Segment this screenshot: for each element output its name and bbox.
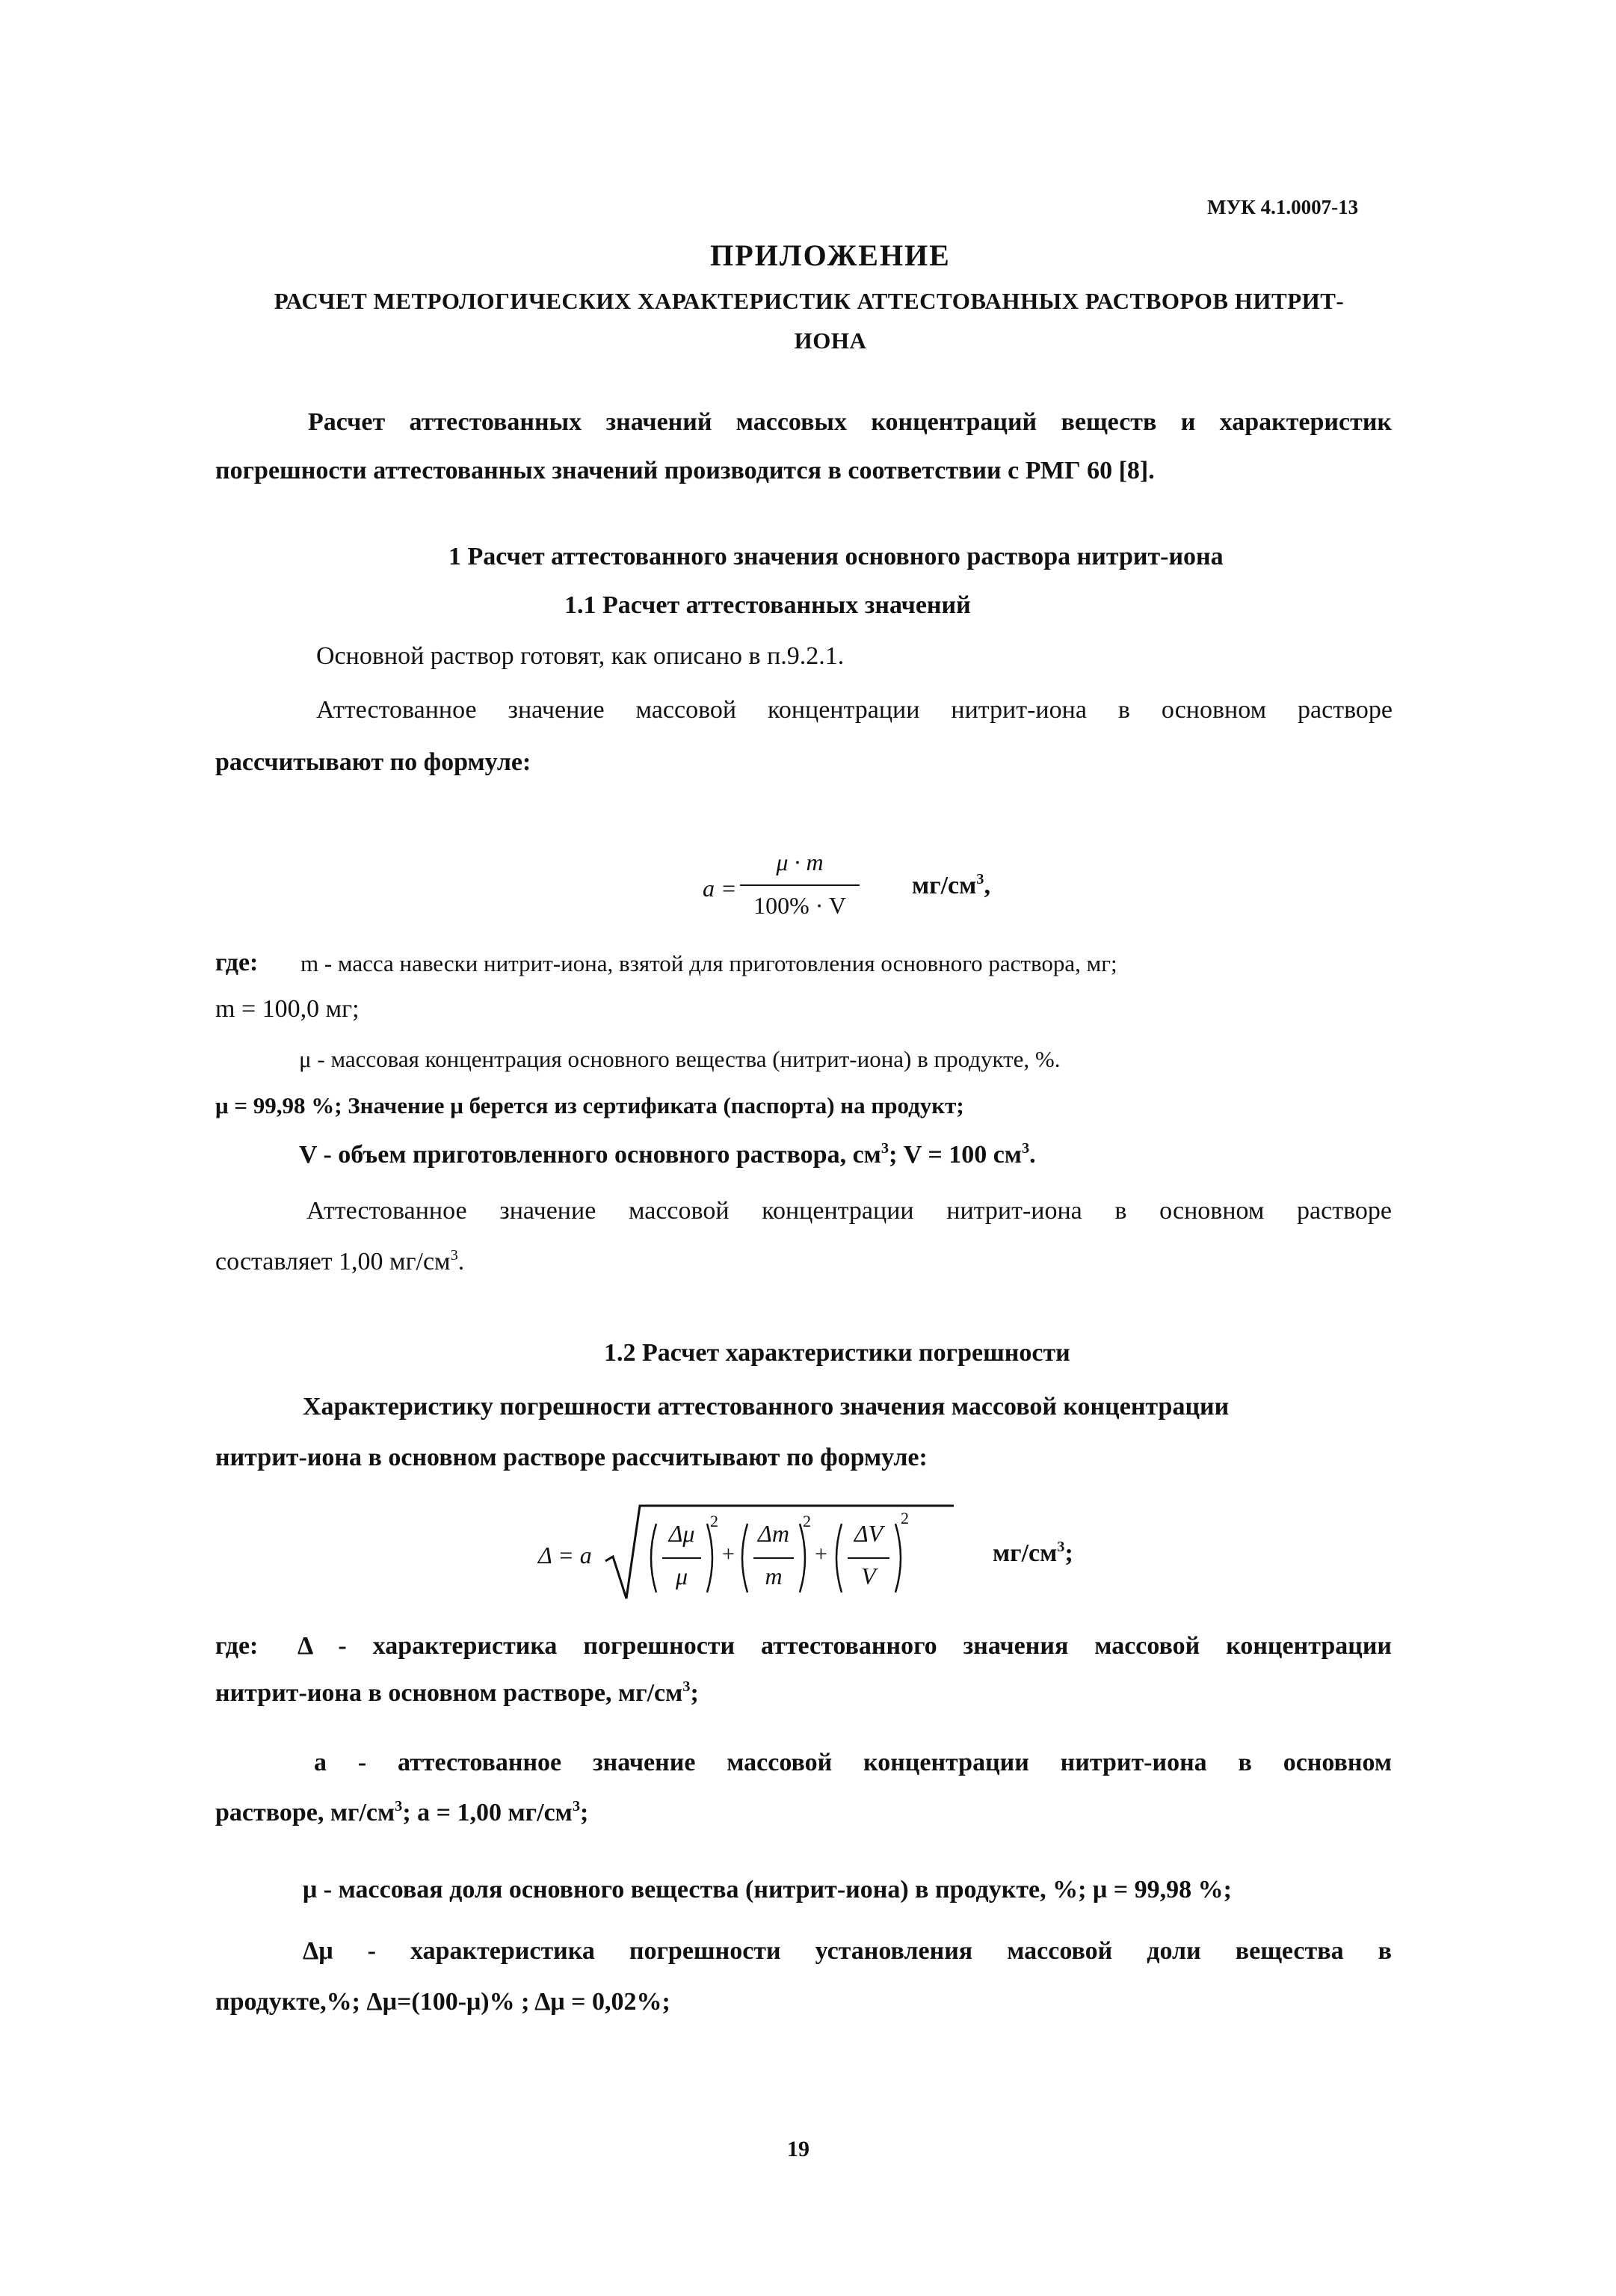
formula2-unit: $мг/см^3$; [993, 1538, 1073, 1567]
formula1-unit: $мг/см^3$, [912, 870, 990, 899]
intro-line2: погрешности аттестованных значений производится в соответствии с РМГ 60 [8]. [215, 457, 1155, 484]
delta-line2: нитрит-иона в основном растворе, $мг/см^3$; [215, 1678, 699, 1707]
formula2-plus-2: + [815, 1542, 827, 1566]
a-line2: растворе, $мг/см^3$; а = 1,00 $мг/см^3$; [215, 1797, 589, 1826]
section1-1-heading: 1.1 Расчет аттестованных значений [564, 591, 971, 619]
where-label-1: где: [215, 949, 259, 976]
formula2-lhs: Δ = a [538, 1542, 592, 1569]
formula2-t1-den: μ [675, 1563, 688, 1589]
section1-heading: 1 Расчет аттестованного значения основного раствора нитрит-иона [448, 543, 1224, 570]
formula2-t2-den: m [765, 1563, 783, 1589]
where-m: m - масса навески нитрит-иона, взятой для приготовления основного раствора, мг; [300, 950, 1117, 976]
subtitle-line1: РАСЧЕТ МЕТРОЛОГИЧЕСКИХ ХАРАКТЕРИСТИК АТТЕСТОВАННЫХ РАСТВОРОВ НИТРИТ- [274, 288, 1345, 314]
formula2-t3-den: V [861, 1563, 876, 1589]
formula1-lhs: a = [703, 875, 737, 902]
document-code: МУК 4.1.0007-13 [1207, 196, 1359, 218]
result-line2: составляет 1,00 $мг/см^3$. [215, 1246, 465, 1275]
a-line1: а - аттестованное значение массовой концентрации нитрит-иона в основном [314, 1749, 1392, 1776]
mu-line: μ - массовая доля основного вещества (нитрит-иона) в продукте, %; μ = 99,98 %; [303, 1876, 1232, 1903]
section1-2-p1-line2: нитрит-иона в основном растворе рассчитывают по формуле: [215, 1444, 928, 1471]
where-v: V - объем приготовленного основного раствора, $см^3$; V = 100 $см^3$. [299, 1139, 1036, 1169]
dmu-line2: продукте,%; Δμ=(100-μ)% ; Δμ = 0,02%; [215, 1988, 670, 2016]
where-mu: μ - массовая концентрация основного вещества (нитрит-иона) в продукте, %. [299, 1046, 1061, 1072]
section1-2-heading: 1.2 Расчет характеристики погрешности [604, 1339, 1070, 1367]
section1-1-p2-line2: рассчитывают по формуле: [215, 748, 531, 776]
mu-value: μ = 99,98 %; Значение μ берется из сертификата (паспорта) на продукт; [215, 1092, 964, 1118]
formula2-t2-num: Δm [758, 1520, 789, 1547]
subtitle-line2: ИОНА [794, 327, 867, 354]
page-number: 19 [787, 2137, 809, 2161]
section1-1-p1: Основной раствор готовят, как описано в п.9.2.1. [316, 642, 845, 670]
page-title: ПРИЛОЖЕНИЕ [710, 238, 951, 272]
intro-line1: Расчет аттестованных значений массовых концентраций веществ и характеристик [308, 408, 1392, 436]
formula2-t1-exp: 2 [710, 1512, 718, 1530]
formula2-t1-num: Δμ [668, 1520, 695, 1547]
formula2-t3-exp: 2 [901, 1509, 909, 1527]
result-line1: Аттестованное значение массовой концентрации нитрит-иона в основном растворе [306, 1197, 1392, 1225]
where-label-2: где: [215, 1632, 259, 1660]
section1-2-p1-line1: Характеристику погрешности аттестованного значения массовой концентрации [303, 1393, 1230, 1421]
formula2-t2-exp: 2 [803, 1512, 811, 1530]
formula2-t3-num: ΔV [854, 1520, 883, 1547]
dmu-line1: Δμ - характеристика погрешности установления массовой доли вещества в [303, 1937, 1392, 1965]
section1-1-p2-line1: Аттестованное значение массовой концентрации нитрит-иона в основном растворе [316, 696, 1393, 724]
m-value: m = 100,0 мг; [215, 995, 360, 1023]
delta-line1: Δ - характеристика погрешности аттестованного значения массовой концентрации [297, 1632, 1392, 1660]
formula1-numerator: μ · m [776, 849, 824, 875]
formula1-fraction-line [740, 884, 860, 886]
formula2-plus-1: + [722, 1542, 735, 1566]
formula1-denominator: 100% · V [753, 892, 846, 919]
